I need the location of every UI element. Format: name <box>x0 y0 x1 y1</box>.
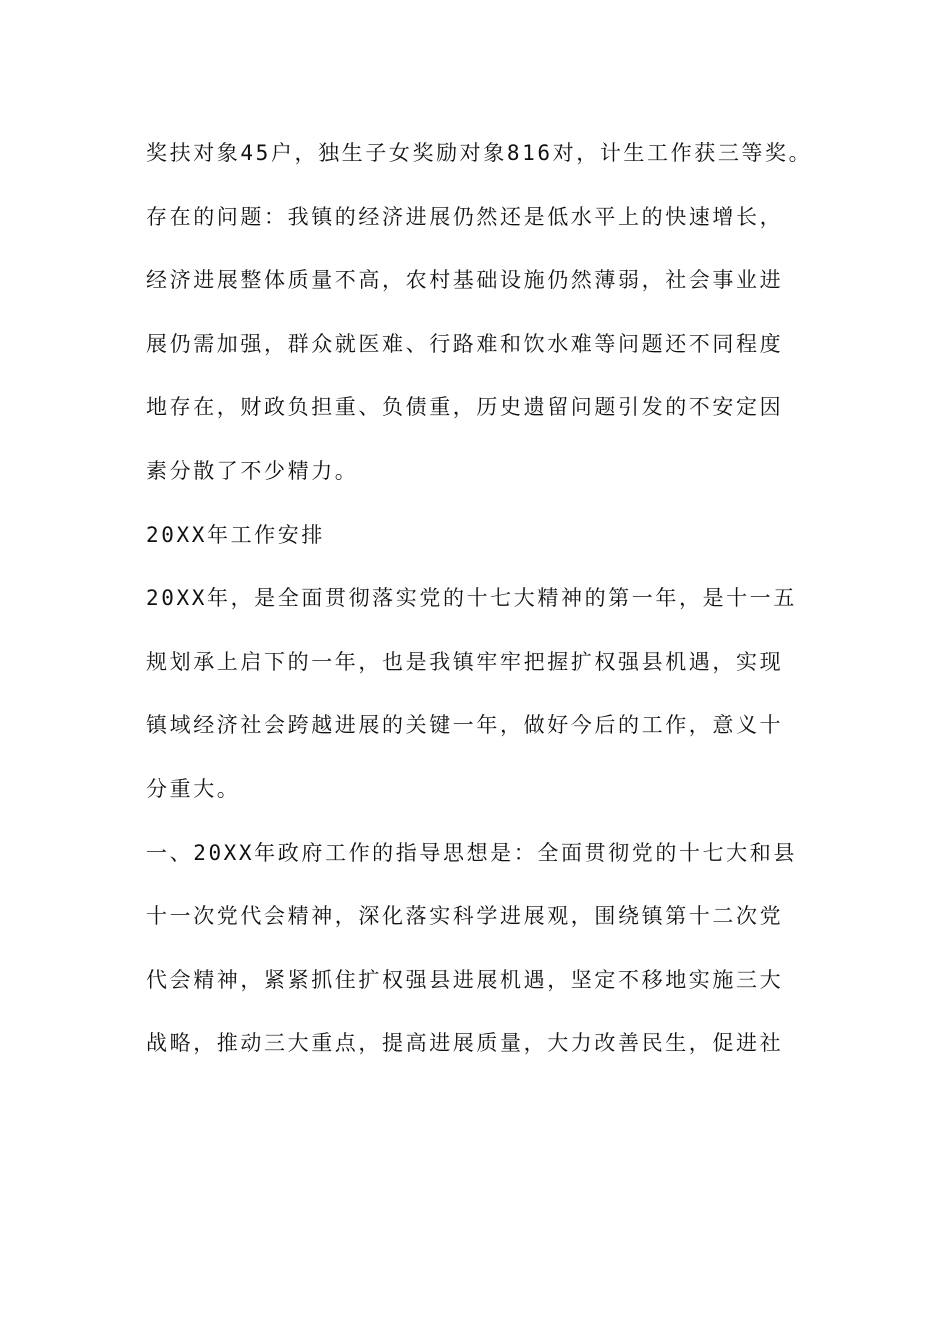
text-line: 分重大。 <box>146 776 241 801</box>
text-line: 素分散了不少精力。 <box>146 458 359 483</box>
text-line: 规划承上启下的一年，也是我镇牢牢把握扩权强县机遇，实现 <box>146 649 784 674</box>
text-line: 奖扶对象45户，独生子女奖励对象816对，计生工作获三等奖。 <box>146 141 813 165</box>
text-line: 存在的问题：我镇的经济进展仍然还是低水平上的快速增长， <box>146 204 784 229</box>
section-heading: 20XX年工作安排 <box>146 522 325 547</box>
text-line: 20XX年，是全面贯彻落实党的十七大精神的第一年，是十一五 <box>146 586 797 611</box>
text-line: 展仍需加强，群众就医难、行路难和饮水难等问题还不同程度 <box>146 331 784 356</box>
text-line: 地存在，财政负担重、负债重，历史遗留问题引发的不安定因 <box>146 395 784 420</box>
text-line: 经济进展整体质量不高，农村基础设施仍然薄弱，社会事业进 <box>146 268 784 293</box>
text-line: 十一次党代会精神，深化落实科学进展观，围绕镇第十二次党 <box>146 904 784 929</box>
text-line: 代会精神，紧紧抓住扩权强县进展机遇，坚定不移地实施三大 <box>146 967 784 992</box>
text-line: 战略，推动三大重点，提高进展质量，大力改善民生，促进社 <box>146 1031 784 1056</box>
body-text <box>146 128 826 1082</box>
text-line: 镇域经济社会跨越进展的关键一年，做好今后的工作，意义十 <box>146 713 784 738</box>
text-line: 一、20XX年政府工作的指导思想是：全面贯彻党的十七大和县 <box>146 840 797 865</box>
